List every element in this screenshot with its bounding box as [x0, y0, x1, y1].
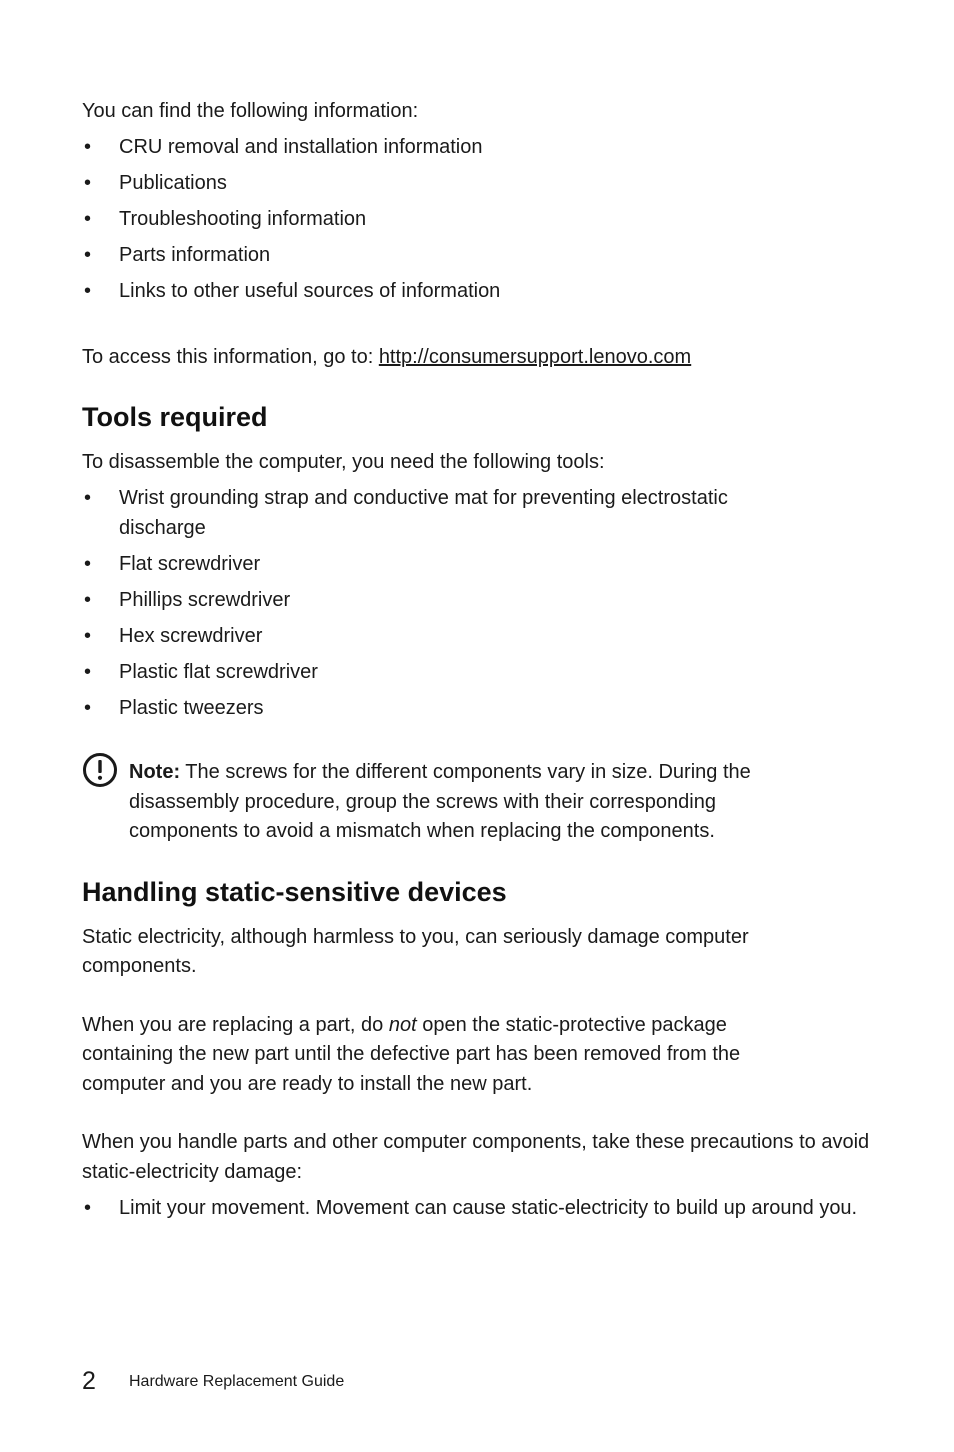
note-text: The screws for the different components vary in size. During the disassembly procedure, group the screws with their corresponding components to avoid a mismatch when replacing the components. [129, 761, 751, 842]
note-block [82, 758, 872, 847]
list-item: • Wrist grounding strap and conductive mat for preventing electrostatic discharge [82, 484, 872, 543]
precautions-list [82, 1194, 872, 1224]
static-paragraph-2 [82, 1011, 872, 1100]
tools-list [82, 484, 872, 723]
page-number: 2 [82, 1367, 96, 1395]
static-heading: Handling static-sensitive devices [82, 876, 507, 907]
note-paragraph [129, 758, 872, 847]
list-item: • Hex screwdriver [82, 622, 872, 652]
list-item: • Troubleshooting information [82, 205, 872, 235]
static-paragraph-2-start: When you are replacing a part, do [82, 1013, 389, 1036]
page-content [82, 96, 872, 1223]
static-paragraph-2-end: open the static-protective package containing the new part until the defective part has been removed from the computer and you are ready to install the new part. [82, 1013, 741, 1095]
access-paragraph [82, 343, 872, 373]
support-link[interactable]: http://consumersupport.lenovo.com [378, 345, 692, 368]
list-item: • Limit your movement. Movement can cause static-electricity to build up around you. [82, 1194, 872, 1224]
list-item: • Plastic tweezers [82, 694, 872, 724]
list-item: • Phillips screwdriver [82, 586, 872, 616]
exclamation-circle-icon [82, 752, 118, 788]
emphasis-not: not [388, 1013, 417, 1036]
tools-lead: To disassemble the computer, you need the following tools: [82, 451, 605, 473]
static-paragraph-3: When you handle parts and other computer components, take these precautions to avoid static-electricity damage: [82, 1131, 870, 1183]
access-text: To access this information, go to: [82, 345, 379, 368]
list-item: • Flat screwdriver [82, 550, 872, 580]
list-item: • Plastic flat screwdriver [82, 658, 872, 688]
guide-title: Hardware Replacement Guide [129, 1373, 345, 1390]
list-item: • Parts information [82, 241, 872, 271]
list-item: • Links to other useful sources of information [82, 277, 872, 307]
static-paragraph-1: Static electricity, although harmless to you, can seriously damage computer components. [82, 925, 749, 977]
info-list [82, 133, 872, 307]
list-item: • Publications [82, 169, 872, 199]
list-item: • CRU removal and installation information [82, 133, 872, 163]
intro-lead: You can find the following information: [82, 100, 419, 122]
note-label: Note: [129, 761, 181, 783]
tools-heading: Tools required [82, 402, 268, 432]
